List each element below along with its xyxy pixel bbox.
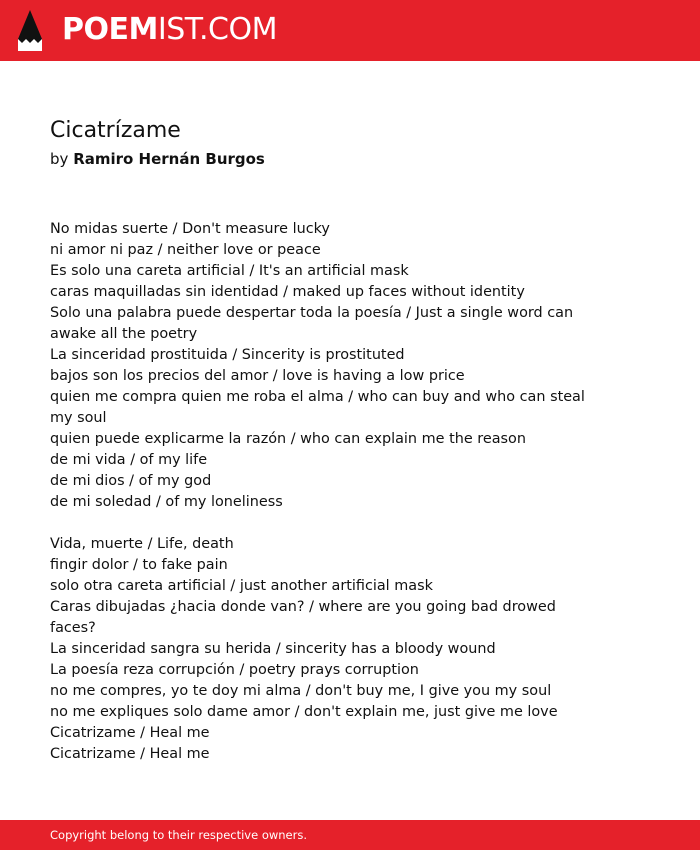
poem-line: Caras dibujadas ¿hacia donde van? / where are you going bad drowed faces?: [50, 599, 556, 636]
logo-light-text: IST.COM: [157, 12, 277, 47]
poem-line: Es solo una careta artificial / It's an artificial mask: [50, 263, 409, 279]
poem-line: quien puede explicarme la razón / who can explain me the reason: [50, 431, 526, 447]
poem-line: La poesía reza corrupción / poetry prays corruption: [50, 662, 419, 678]
poem-line: caras maquilladas sin identidad / maked up faces without identity: [50, 284, 525, 300]
author-name: Ramiro Hernán Burgos: [73, 150, 265, 168]
poem-line: de mi vida / of my life: [50, 452, 208, 468]
poem-line: no me expliques solo dame amor / don't explain me, just give me love: [50, 704, 558, 720]
poem-line: ni amor ni paz / neither love or peace: [50, 242, 321, 258]
poem-line: de mi dios / of my god: [50, 473, 212, 489]
by-label: by: [50, 150, 69, 168]
poem-line: La sinceridad prostituida / Sincerity is prostituted: [50, 347, 405, 363]
site-header: [0, 0, 700, 61]
poem-line: No midas suerte / Don't measure lucky: [50, 221, 330, 237]
poem-line: no me compres, yo te doy mi alma / don't buy me, I give you my soul: [50, 683, 552, 699]
poem-line: La sinceridad sangra su herida / sincerity has a bloody wound: [50, 641, 496, 657]
poem-stanza: [50, 534, 595, 765]
poem-line: Solo una palabra puede despertar toda la poesía / Just a single word can awake all the poetry: [50, 305, 574, 342]
poem-body: [50, 219, 595, 786]
site-footer: [0, 820, 700, 850]
poem-line: quien me compra quien me roba el alma / who can buy and who can steal my soul: [50, 389, 585, 426]
poem-line: de mi soledad / of my loneliness: [50, 494, 283, 510]
copyright-text: Copyright belong to their respective owners.: [50, 828, 308, 842]
poem-title: Cicatrízame: [50, 118, 181, 143]
byline: [50, 149, 265, 169]
poem-line: Vida, muerte / Life, death: [50, 536, 234, 552]
logo-bold-text: POEM: [62, 12, 158, 47]
poem-line: solo otra careta artificial / just another artificial mask: [50, 578, 433, 594]
pencil-logo-icon: [18, 10, 42, 51]
poem-stanza: [50, 219, 595, 513]
site-logo[interactable]: [62, 13, 277, 47]
poem-line: Cicatrizame / Heal me: [50, 725, 210, 741]
poem-line: bajos son los precios del amor / love is having a low price: [50, 368, 465, 384]
poem-line: fingir dolor / to fake pain: [50, 557, 228, 573]
poem-line: Cicatrizame / Heal me: [50, 746, 210, 762]
